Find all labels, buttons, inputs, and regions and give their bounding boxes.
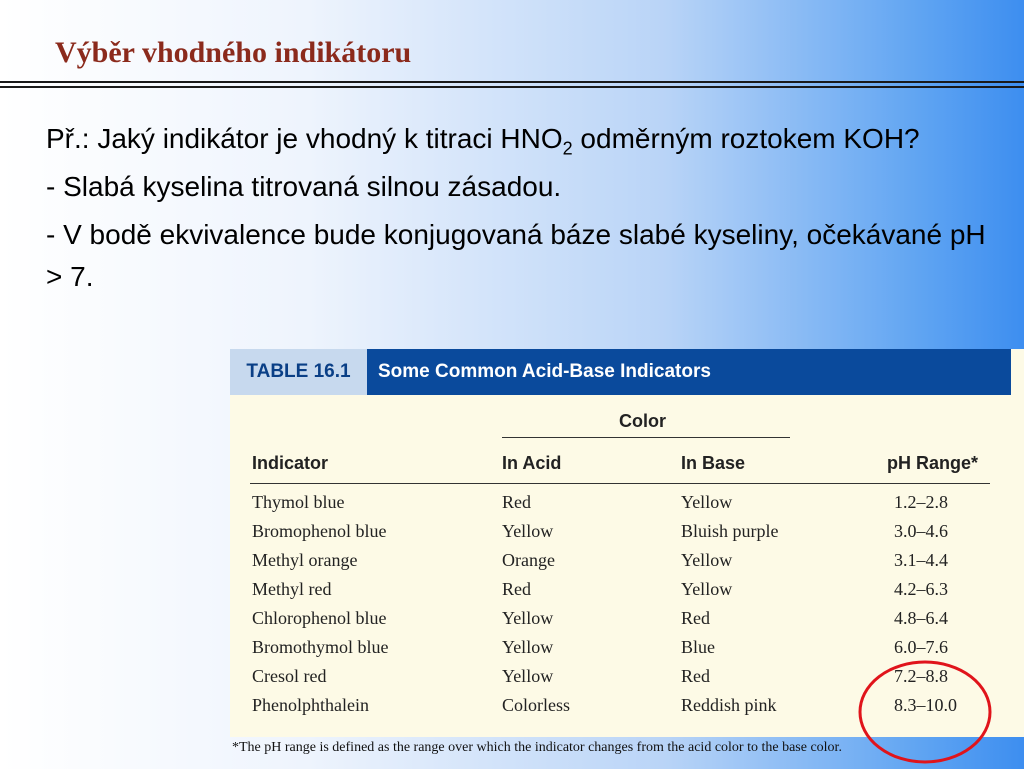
- cell-in-base: Yellow: [681, 550, 733, 570]
- color-group-header: Color: [619, 411, 666, 431]
- table-row: [230, 605, 1011, 634]
- bullet-equivalence: - V bodě ekvivalence bude konjugovaná báze slabé kyseliny, očekávané pH > 7.: [46, 219, 986, 292]
- cell-in-acid: Yellow: [502, 666, 554, 686]
- cell-indicator: Chlorophenol blue: [252, 608, 387, 628]
- cell-in-acid: Red: [502, 579, 531, 599]
- question-subscript: 2: [562, 138, 573, 159]
- cell-ph-range: 4.8–6.4: [894, 608, 948, 628]
- table-row: [230, 547, 1011, 576]
- cell-in-base: Bluish purple: [681, 521, 779, 541]
- table-header-bar: [230, 349, 1011, 395]
- cell-ph-range: 4.2–6.3: [894, 579, 948, 599]
- indicator-table: [230, 349, 1024, 737]
- column-header-ph-range: pH Range*: [887, 453, 979, 473]
- cell-in-base: Yellow: [681, 579, 733, 599]
- column-header-in-acid: In Acid: [502, 453, 562, 473]
- cell-indicator: Methyl orange: [252, 550, 358, 570]
- slide-title: Výběr vhodného indikátoru: [55, 36, 412, 69]
- cell-ph-range: 7.2–8.8: [894, 666, 948, 686]
- column-header-indicator: Indicator: [252, 453, 329, 473]
- slide-body: [46, 118, 1006, 304]
- cell-in-base: Reddish pink: [681, 695, 777, 715]
- bullet-weak-acid: - Slabá kyselina titrovaná silnou zásadou.: [46, 171, 562, 202]
- table-row: [230, 518, 1011, 547]
- cell-indicator: Thymol blue: [252, 492, 345, 512]
- cell-indicator: Bromothymol blue: [252, 637, 389, 657]
- cell-in-acid: Red: [502, 492, 531, 512]
- table-title: Some Common Acid-Base Indicators: [378, 361, 711, 382]
- cell-in-acid: Yellow: [502, 637, 554, 657]
- question-text: [46, 118, 1006, 160]
- cell-ph-range: 6.0–7.6: [894, 637, 948, 657]
- table-row: [230, 692, 1011, 721]
- table-number: TABLE 16.1: [230, 349, 367, 395]
- table-row: [230, 634, 1011, 663]
- table-footnote: *The pH range is defined as the range over which the indicator changes from the acid color to the base color.: [232, 740, 842, 755]
- cell-indicator: Bromophenol blue: [252, 521, 387, 541]
- title-divider-lower: [0, 86, 1024, 88]
- color-group-rule: [502, 437, 790, 438]
- cell-ph-range: 3.0–4.6: [894, 521, 948, 541]
- cell-indicator: Cresol red: [252, 666, 327, 686]
- question-part2: odměrným roztokem KOH?: [572, 123, 920, 154]
- cell-in-base: Red: [681, 666, 710, 686]
- cell-in-base: Yellow: [681, 492, 733, 512]
- title-divider: [0, 81, 1024, 83]
- table-row: [230, 489, 1011, 518]
- table-row: [230, 576, 1011, 605]
- cell-indicator: Phenolphthalein: [252, 695, 369, 715]
- cell-in-acid: Colorless: [502, 695, 571, 715]
- cell-ph-range: 1.2–2.8: [894, 492, 948, 512]
- cell-in-acid: Orange: [502, 550, 555, 570]
- cell-indicator: Methyl red: [252, 579, 332, 599]
- table-body: [230, 489, 1011, 721]
- cell-in-acid: Yellow: [502, 521, 554, 541]
- table-row: [230, 663, 1011, 692]
- cell-ph-range: 8.3–10.0: [894, 695, 957, 715]
- question-part1: Př.: Jaký indikátor je vhodný k titraci HNO: [46, 123, 563, 154]
- cell-ph-range: 3.1–4.4: [894, 550, 948, 570]
- column-header-in-base: In Base: [681, 453, 746, 473]
- cell-in-acid: Yellow: [502, 608, 554, 628]
- cell-in-base: Red: [681, 608, 710, 628]
- cell-in-base: Blue: [681, 637, 715, 657]
- header-rule: [250, 483, 990, 484]
